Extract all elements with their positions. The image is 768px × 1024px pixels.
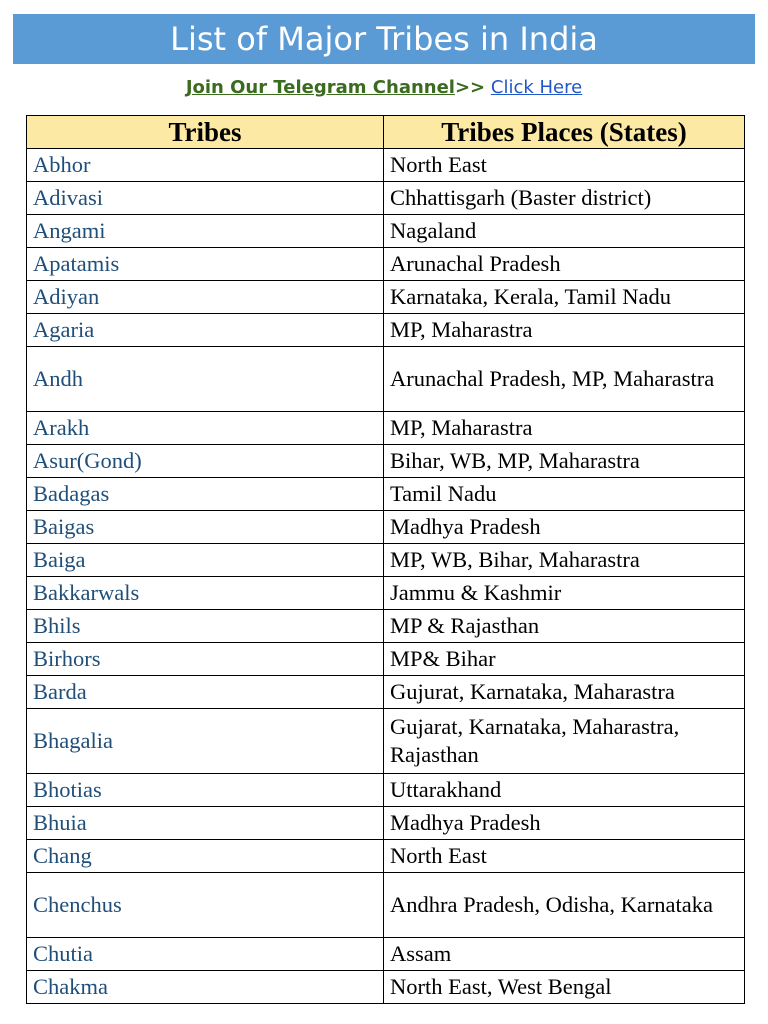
tribe-name: Arakh — [27, 412, 384, 445]
tribes-table — [26, 115, 745, 1004]
tribe-name: Bhagalia — [27, 709, 384, 774]
column-header-places: Tribes Places (States) — [384, 116, 745, 149]
tribe-name: Adiyan — [27, 281, 384, 314]
table-row — [27, 412, 745, 445]
table-row — [27, 873, 745, 938]
tribe-name: Chutia — [27, 938, 384, 971]
table-row — [27, 676, 745, 709]
click-here-link[interactable]: Click Here — [490, 77, 583, 98]
tribe-name: Barda — [27, 676, 384, 709]
tribe-name: Angami — [27, 215, 384, 248]
tribe-name: Agaria — [27, 314, 384, 347]
tribe-places: MP& Bihar — [384, 643, 745, 676]
table-header-row — [27, 116, 745, 149]
tribe-name: Apatamis — [27, 248, 384, 281]
tribe-name: Chang — [27, 840, 384, 873]
tribe-places: MP, Maharastra — [384, 412, 745, 445]
tribe-name: Asur(Gond) — [27, 445, 384, 478]
table-row — [27, 149, 745, 182]
tribe-places: Nagaland — [384, 215, 745, 248]
tribe-name: Bhuia — [27, 807, 384, 840]
tribe-places: Madhya Pradesh — [384, 511, 745, 544]
tribe-name: Baigas — [27, 511, 384, 544]
telegram-channel-text: Join Our Telegram Channel — [185, 77, 455, 98]
table-row — [27, 478, 745, 511]
table-row — [27, 807, 745, 840]
tribe-name: Chenchus — [27, 873, 384, 938]
table-row — [27, 643, 745, 676]
tribe-places: Bihar, WB, MP, Maharastra — [384, 445, 745, 478]
table-row — [27, 248, 745, 281]
table-row — [27, 544, 745, 577]
table-row — [27, 938, 745, 971]
tribe-name: Chakma — [27, 971, 384, 1004]
table-row — [27, 347, 745, 412]
table-row — [27, 182, 745, 215]
tribe-places: Tamil Nadu — [384, 478, 745, 511]
tribe-places: Chhattisgarh (Baster district) — [384, 182, 745, 215]
tribe-name: Bhotias — [27, 774, 384, 807]
tribe-name: Baiga — [27, 544, 384, 577]
table-row — [27, 709, 745, 774]
tribe-places: Madhya Pradesh — [384, 807, 745, 840]
tribe-name: Abhor — [27, 149, 384, 182]
tribe-name: Adivasi — [27, 182, 384, 215]
page-title: List of Major Tribes in India — [13, 14, 755, 64]
tribe-places: Assam — [384, 938, 745, 971]
tribe-places: North East — [384, 149, 745, 182]
tribe-name: Bakkarwals — [27, 577, 384, 610]
table-row — [27, 215, 745, 248]
table-row — [27, 774, 745, 807]
tribe-places: Arunachal Pradesh — [384, 248, 745, 281]
table-row — [27, 314, 745, 347]
tribe-places: Gujurat, Karnataka, Maharastra — [384, 676, 745, 709]
table-row — [27, 610, 745, 643]
tribe-name: Andh — [27, 347, 384, 412]
tribe-name: Badagas — [27, 478, 384, 511]
table-row — [27, 281, 745, 314]
tribe-places: MP, Maharastra — [384, 314, 745, 347]
tribe-places: North East — [384, 840, 745, 873]
table-row — [27, 840, 745, 873]
tribe-places: Karnataka, Kerala, Tamil Nadu — [384, 281, 745, 314]
tribe-places: Jammu & Kashmir — [384, 577, 745, 610]
tribe-places: Andhra Pradesh, Odisha, Karnataka — [384, 873, 745, 938]
column-header-tribes: Tribes — [27, 116, 384, 149]
tribe-places: Uttarakhand — [384, 774, 745, 807]
telegram-promo — [0, 75, 768, 101]
tribe-name: Birhors — [27, 643, 384, 676]
tribe-name: Bhils — [27, 610, 384, 643]
table-row — [27, 511, 745, 544]
tribe-places: Arunachal Pradesh, MP, Maharastra — [384, 347, 745, 412]
table-row — [27, 971, 745, 1004]
tribe-places: North East, West Bengal — [384, 971, 745, 1004]
promo-separator: >> — [454, 77, 486, 98]
tribe-places: MP, WB, Bihar, Maharastra — [384, 544, 745, 577]
tribe-places: MP & Rajasthan — [384, 610, 745, 643]
table-row — [27, 577, 745, 610]
table-row — [27, 445, 745, 478]
tribe-places: Gujarat, Karnataka, Maharastra, Rajasthan — [384, 709, 745, 774]
